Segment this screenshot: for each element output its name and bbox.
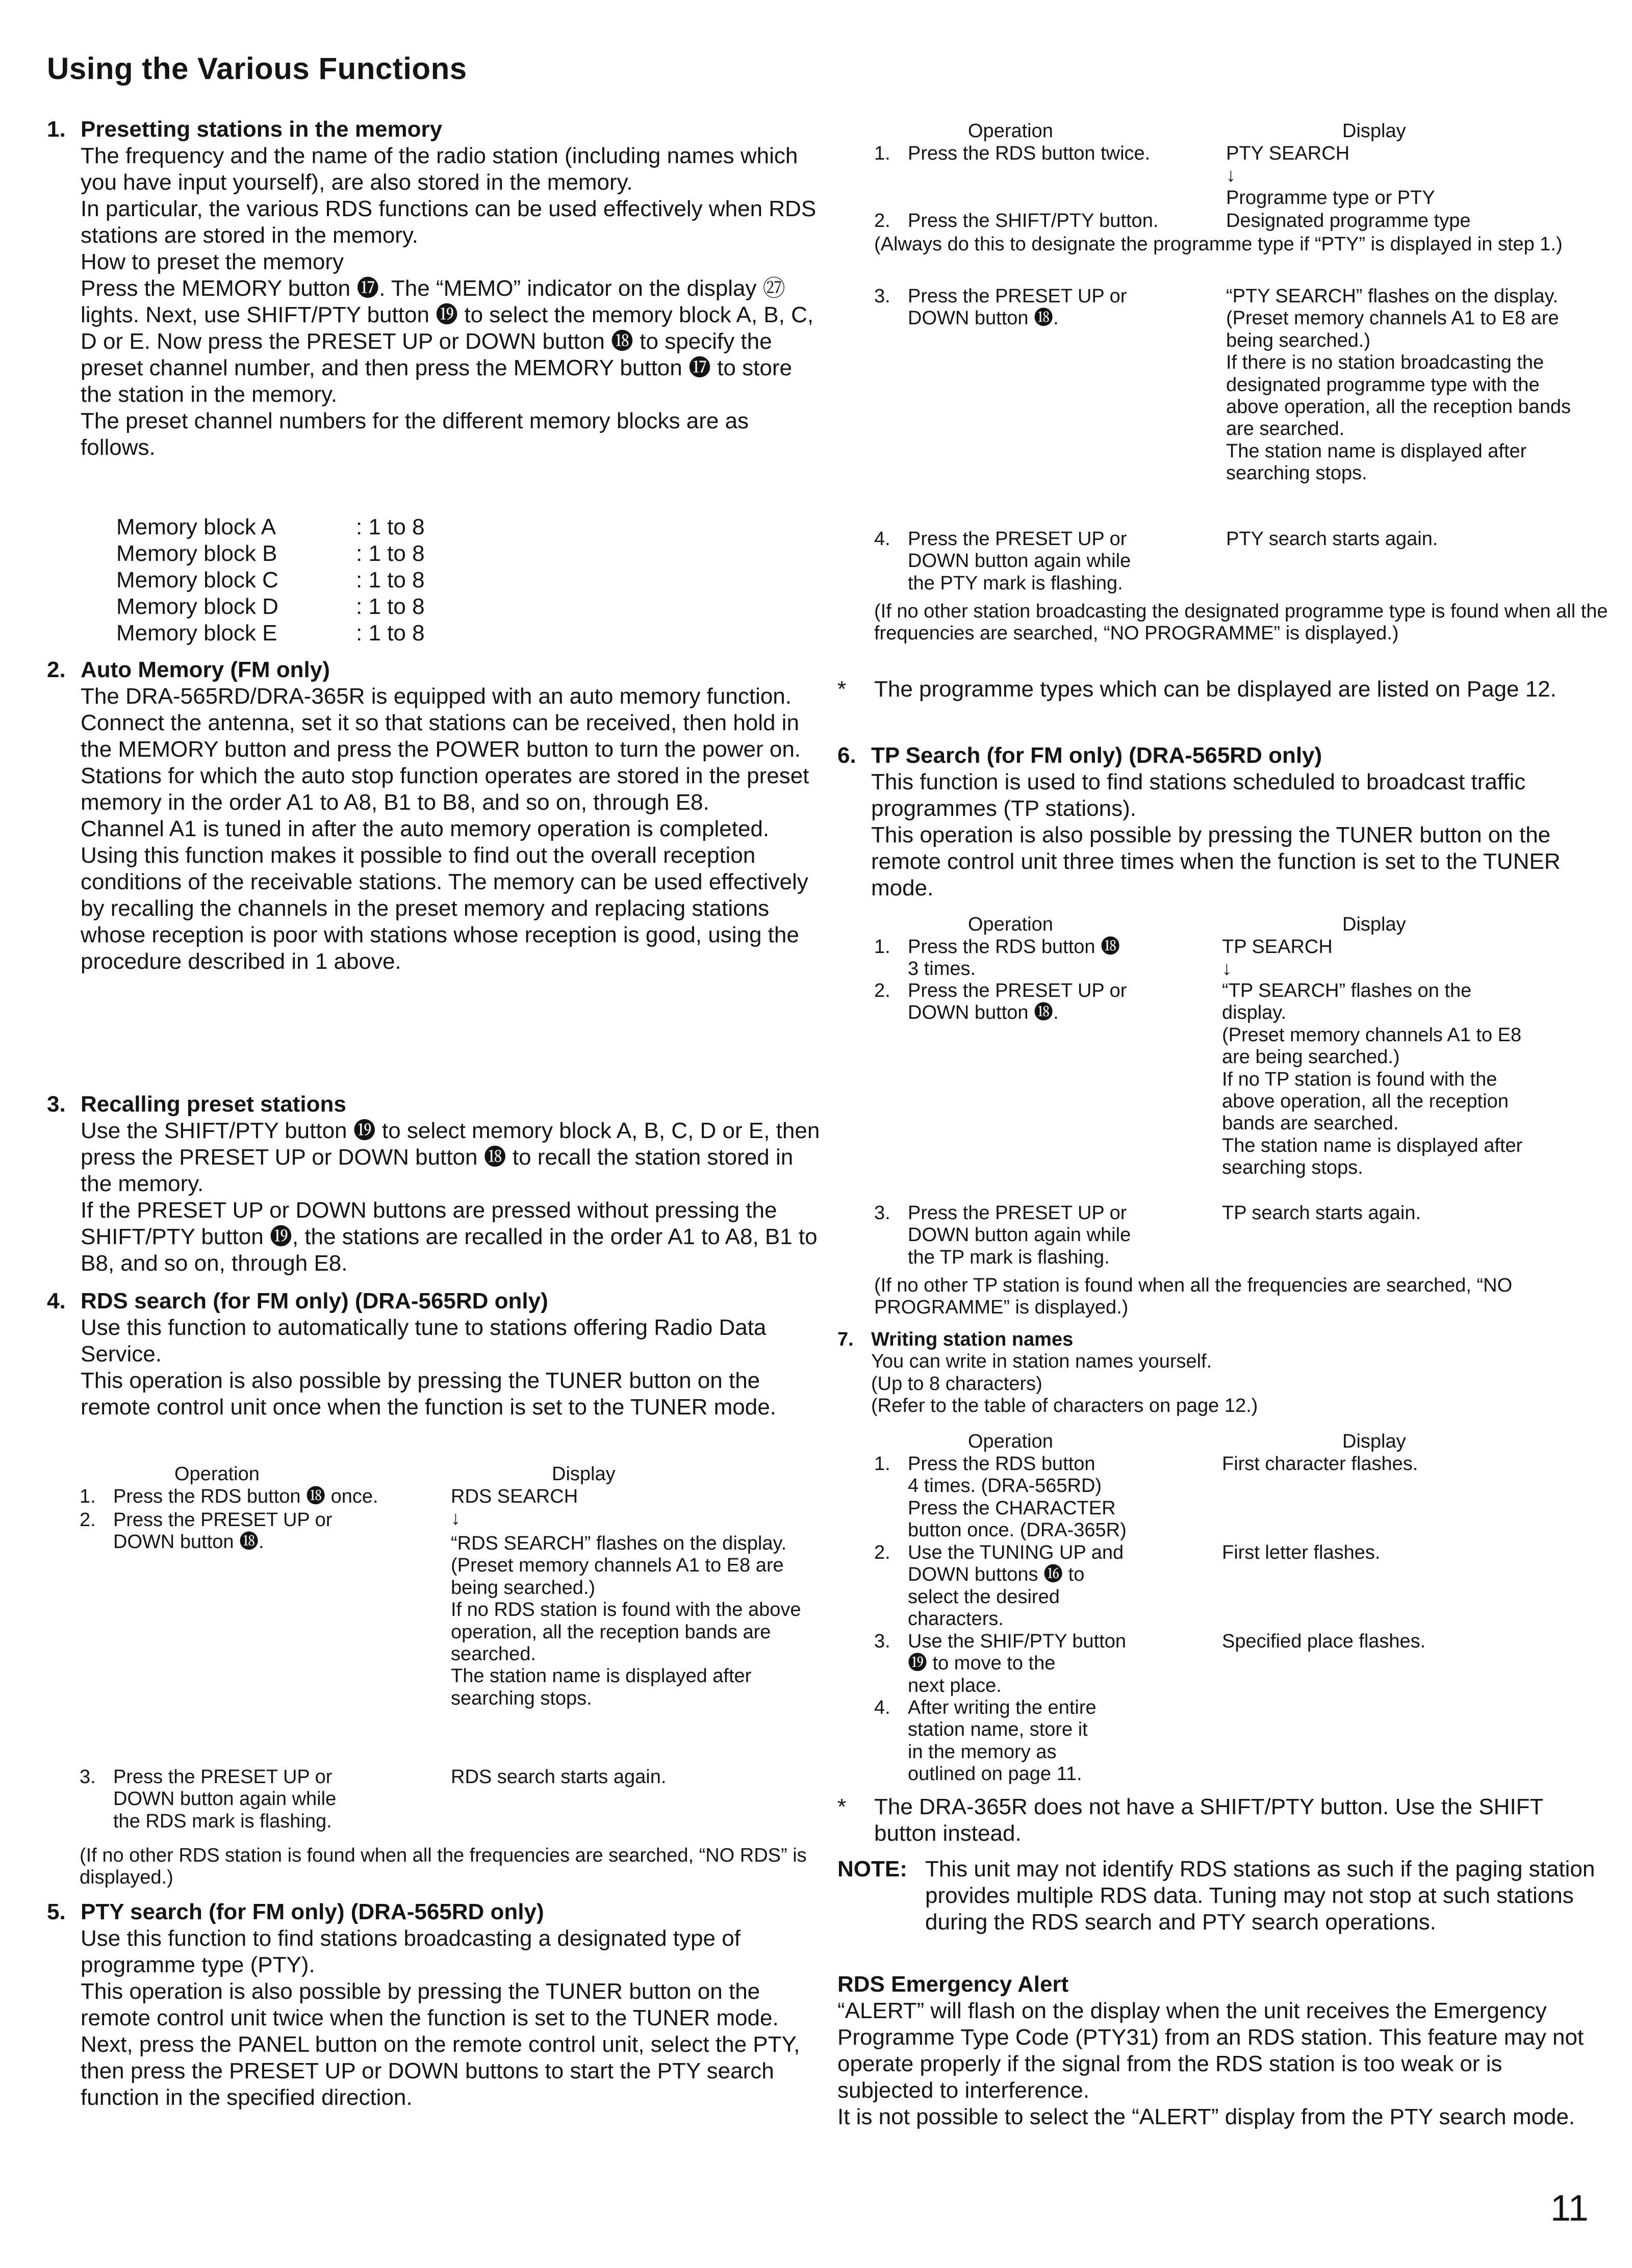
note: (If no other TP station is found when all the frequencies are searched, “NO PROGRAMME” is displayed.) — [874, 1275, 1513, 1319]
step-operation: Press the PRESET UP or DOWN button again while the PTY mark is flashing. — [908, 528, 1131, 594]
star-note: The DRA-365R does not have a SHIFT/PTY button. Use the SHIFT button instead. — [874, 1794, 1543, 1846]
table-row: Memory block A : 1 to 8 — [116, 514, 425, 539]
paragraph: The DRA-565RD/DRA-365R is equipped with an auto memory function. — [81, 684, 792, 709]
step-display: First letter flashes. — [1222, 1542, 1381, 1563]
section-heading: Recalling preset stations — [81, 1092, 346, 1117]
column-header-operation: Operation — [968, 1431, 1053, 1452]
step-number: 1. — [874, 1453, 890, 1475]
asterisk: * — [837, 677, 847, 702]
step-display: “RDS SEARCH” flashes on the display. (Preset memory channels A1 to E8 are being searched.) If no RDS station is found with the above operation, all the reception bands are searched. The station name is displayed after searching stops. — [451, 1533, 801, 1709]
step-operation: Press the PRESET UP or DOWN button again while the TP mark is flashing. — [908, 1202, 1131, 1268]
paragraph: Use the SHIFT/PTY button ⓳ to select memory block A, B, C, D or E, then press the PRESET UP or DOWN button ⓲ to recall the station stored in the memory. — [81, 1118, 820, 1196]
section-heading: Presetting stations in the memory — [81, 117, 443, 142]
step-number: 2. — [874, 1542, 890, 1563]
step-display: RDS search starts again. — [451, 1766, 667, 1788]
step-operation: Press the RDS button 4 times. (DRA-565RD) Press the CHARACTER button once. (DRA-365R) — [908, 1453, 1127, 1541]
paragraph: You can write in station names yourself. — [871, 1351, 1212, 1373]
section-number: 5. — [47, 1899, 66, 1924]
step-operation: Press the PRESET UP or DOWN button again while the RDS mark is flashing. — [113, 1766, 337, 1832]
note: (If no other RDS station is found when all the frequencies are searched, “NO RDS” is displayed.) — [80, 1845, 807, 1889]
section-heading: RDS Emergency Alert — [837, 1972, 1069, 1997]
section-number: 7. — [837, 1329, 854, 1350]
asterisk: * — [837, 1794, 847, 1819]
step-operation: Press the RDS button ⓲ 3 times. — [908, 936, 1120, 980]
step-display: “PTY SEARCH” flashes on the display. (Preset memory channels A1 to E8 are being searched.) If there is no station broadcasting the designated programme type with the above operation, all the reception bands are searched. The station name is displayed after searching stops. — [1226, 286, 1571, 484]
paragraph: (Refer to the table of characters on page 12.) — [871, 1395, 1258, 1417]
table-row: Memory block E : 1 to 8 — [116, 621, 425, 646]
paragraph: This function is used to find stations scheduled to broadcast traffic programmes (TP stations). — [871, 769, 1526, 821]
step-number: 2. — [874, 980, 890, 1001]
section-number: 1. — [47, 117, 66, 142]
column-header-operation: Operation — [174, 1463, 260, 1485]
table-row: Memory block B : 1 to 8 — [116, 541, 425, 566]
column-header-display: Display — [1342, 120, 1406, 142]
section-heading: RDS search (for FM only) (DRA-565RD only) — [81, 1288, 548, 1313]
note: (Always do this to designate the programme type if “PTY” is displayed in step 1.) — [874, 234, 1563, 255]
note-label: NOTE: — [837, 1857, 907, 1882]
step-number: 1. — [874, 143, 890, 164]
paragraph: Using this function makes it possible to find out the overall reception conditions of the receivable stations. The memory can be used effectively by recalling the channels in the preset memory and replacing stations whose reception is poor with stations whose reception is good, using the procedure described in 1 above. — [81, 843, 808, 974]
paragraph: Channel A1 is tuned in after the auto memory operation is completed. — [81, 816, 770, 841]
step-operation: Press the PRESET UP or DOWN button ⓲. — [908, 980, 1127, 1024]
step-display: “TP SEARCH” flashes on the display. (Preset memory channels A1 to E8 are being searched.) If no TP station is found with the above operation, all the reception bands are searched. The station name is displayed after searching stops. — [1222, 980, 1523, 1179]
step-number: 1. — [80, 1486, 96, 1507]
step-display: PTY SEARCH ↓ Programme type or PTY — [1226, 143, 1435, 209]
step-display: TP search starts again. — [1222, 1202, 1421, 1224]
paragraph: Connect the antenna, set it so that stations can be received, then hold in the MEMORY button and press the POWER button to turn the power on. Stations for which the auto stop function operates are stored in the preset memory in the order A1 to A8, B1 to B8, and so on, through E8. — [81, 710, 809, 815]
paragraph: This operation is also possible by pressing the TUNER button on the remote control unit twice when the function is set to the TUNER mode. Next, press the PANEL button on the remote control unit, select the PTY, then press the PRESET UP or DOWN buttons to start the PTY search function in the specified direction. — [81, 1979, 800, 2110]
paragraph: This operation is also possible by pressing the TUNER button on the remote control unit once when the function is set to the TUNER mode. — [81, 1368, 776, 1420]
step-display: TP SEARCH ↓ — [1222, 936, 1333, 980]
step-number: 3. — [874, 286, 890, 307]
step-number: 2. — [874, 210, 890, 231]
paragraph: How to preset the memory — [81, 249, 344, 274]
step-operation: Press the PRESET UP or DOWN button ⓲. — [908, 286, 1127, 329]
step-number: 3. — [874, 1631, 890, 1652]
column-header-display: Display — [1342, 914, 1406, 935]
paragraph: (Up to 8 characters) — [871, 1373, 1042, 1395]
paragraph: It is not possible to select the “ALERT” display from the PTY search mode. — [837, 2104, 1575, 2129]
step-display: Specified place flashes. — [1222, 1631, 1426, 1652]
paragraph: In particular, the various RDS functions can be used effectively when RDS stations are stored in the memory. — [81, 196, 817, 248]
paragraph: This operation is also possible by pressing the TUNER button on the remote control unit three times when the function is set to the TUNER mode. — [871, 822, 1561, 900]
star-note: The programme types which can be displayed are listed on Page 12. — [874, 677, 1557, 702]
section-number: 3. — [47, 1092, 66, 1117]
section-number: 6. — [837, 743, 856, 768]
step-number: 4. — [874, 1697, 890, 1718]
note-text: This unit may not identify RDS stations as such if the paging station provides multiple RDS data. Tuning may not stop at such stations during the RDS search and PTY search operations. — [925, 1857, 1595, 1935]
page-title: Using the Various Functions — [47, 51, 467, 86]
section-heading: Auto Memory (FM only) — [81, 657, 330, 682]
note: (If no other station broadcasting the designated programme type is found when all the frequencies are searched, “NO PROGRAMME” is displayed.) — [874, 601, 1608, 645]
paragraph: Use this function to automatically tune to stations offering Radio Data Service. — [81, 1315, 767, 1367]
step-number: 3. — [874, 1202, 890, 1224]
section-heading: Writing station names — [871, 1329, 1074, 1350]
paragraph: The frequency and the name of the radio station (including names which you have input yourself), are also stored in the memory. — [81, 143, 798, 195]
paragraph: Press the MEMORY button ⓱. The “MEMO” indicator on the display ㉗ lights. Next, use SHIFT/PTY button ⓳ to select the memory block A, B, C, D or E. Now press the PRESET UP or DOWN button ⓲ to specify the preset channel number, and then press the MEMORY button ⓱ to store the station in the memory. — [81, 276, 814, 407]
step-operation: Press the RDS button ⓲ once. — [113, 1486, 378, 1507]
section-number: 4. — [47, 1288, 66, 1313]
step-operation: Use the SHIF/PTY button ⓳ to move to the next place. — [908, 1631, 1127, 1696]
column-header-operation: Operation — [968, 914, 1053, 935]
paragraph: Use this function to find stations broadcasting a designated type of programme type (PTY). — [81, 1926, 741, 1977]
table-row: Memory block D : 1 to 8 — [116, 594, 425, 619]
step-display: First character flashes. — [1222, 1453, 1418, 1475]
step-display: Designated programme type — [1226, 210, 1471, 231]
step-number: 4. — [874, 528, 890, 550]
section-heading: TP Search (for FM only) (DRA-565RD only) — [871, 743, 1322, 768]
section-heading: PTY search (for FM only) (DRA-565RD only) — [81, 1899, 544, 1924]
step-operation: After writing the entire station name, store it in the memory as outlined on page 11. — [908, 1697, 1096, 1785]
column-header-display: Display — [1342, 1431, 1406, 1452]
memory-block-table — [116, 514, 425, 647]
page-number: 11 — [1550, 2188, 1589, 2229]
step-operation: Use the TUNING UP and DOWN buttons ⓰ to select the desired characters. — [908, 1542, 1124, 1630]
step-operation: Press the SHIFT/PTY button. — [908, 210, 1159, 231]
section-number: 2. — [47, 657, 66, 682]
paragraph: The preset channel numbers for the different memory blocks are as follows. — [81, 408, 749, 460]
step-number: 2. — [80, 1509, 96, 1531]
paragraph: “ALERT” will flash on the display when the unit receives the Emergency Programme Type Code (PTY31) from an RDS station. This feature may not operate properly if the signal from the RDS station is too weak or is subjected to interference. — [837, 1998, 1584, 2103]
table-row: Memory block C : 1 to 8 — [116, 568, 425, 592]
step-operation: Press the RDS button twice. — [908, 143, 1151, 164]
column-header-display: Display — [552, 1463, 616, 1485]
paragraph: If the PRESET UP or DOWN buttons are pressed without pressing the SHIFT/PTY button ⓳, the stations are recalled in the order A1 to A8, B1 to B8, and so on, through E8. — [81, 1198, 818, 1276]
column-header-operation: Operation — [968, 120, 1053, 142]
step-display: PTY search starts again. — [1226, 528, 1438, 550]
step-display: RDS SEARCH ↓ — [451, 1486, 578, 1530]
step-operation: Press the PRESET UP or DOWN button ⓲. — [113, 1509, 333, 1553]
step-number: 1. — [874, 936, 890, 958]
step-number: 3. — [80, 1766, 96, 1788]
